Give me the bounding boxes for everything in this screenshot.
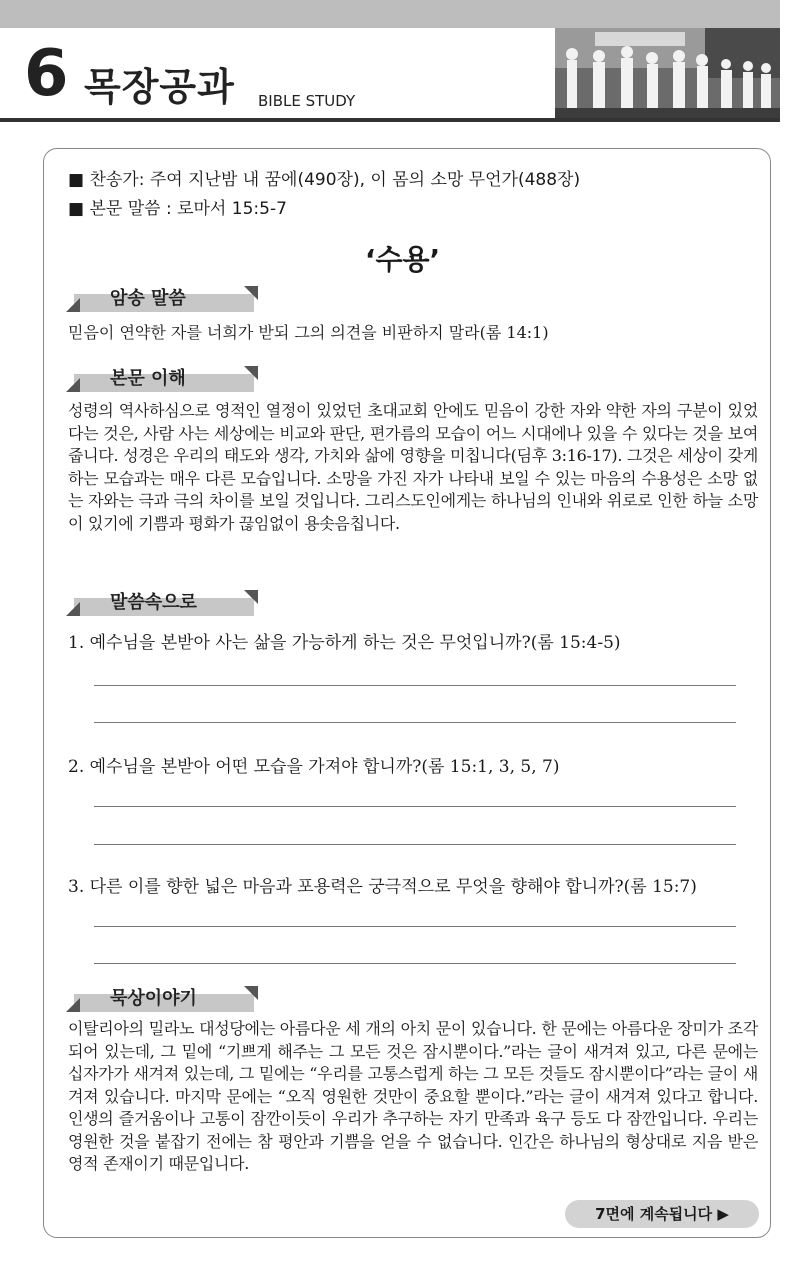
triangle-right-icon	[244, 986, 258, 1000]
triangle-right-icon	[244, 590, 258, 604]
answer-line[interactable]	[94, 926, 736, 927]
section-header-words	[66, 590, 258, 616]
header-divider	[0, 118, 780, 122]
lesson-title: ‘수용’	[364, 243, 441, 276]
section-label: 본문 이해	[110, 368, 186, 389]
choir-photo	[555, 28, 780, 118]
top-bar	[0, 0, 780, 28]
section-header-meditation	[66, 986, 258, 1012]
triangle-left-icon	[66, 602, 80, 616]
question-3: 3. 다른 이를 향한 넓은 마음과 포용력은 궁극적으로 무엇을 향해야 합니까?(롬 15:7)	[68, 877, 697, 897]
triangle-right-icon	[244, 286, 258, 300]
page-title: 목장공과	[84, 65, 235, 109]
meditation-text: 이탈리아의 밀라노 대성당에는 아름다운 세 개의 아치 문이 있습니다. 한 문에는 아름다운 장미가 조각되어 있는데, 그 밑에 “기쁘게 해주는 그 모든 것은 잠시뿐이다.”라는 글이 새겨져 있고, 다른 문에는 십자가가 새겨져 있는데, 그 밑에는 “우리를 고통스럽게 하는 그 모든 것들도 잠시뿐이다”라는 글이 새겨져 있습니다. 마지막 문에는 “오직 영원한 것만이 중요할 뿐이다.”라는 글이 새겨져 있다고 합니다. 인생의 즐거움이나 고통이 잠깐이듯이 우리가 추구하는 자기 만족과 육구 등도 다 잠깐입니다. 우리는 영원한 것을 붙잡기 전에는 참 평안과 기쁨을 얻을 수 없습니다. 인간은 하나님의 형상대로 지음 받은 영적 존재이기 때문입니다.	[68, 1019, 758, 1173]
question-2: 2. 예수님을 본받아 어떤 모습을 가져야 합니까?(롬 15:1, 3, 5, 7)	[68, 757, 560, 777]
triangle-left-icon	[66, 998, 80, 1012]
answer-line[interactable]	[94, 806, 736, 807]
answer-line[interactable]	[94, 722, 736, 723]
answer-line[interactable]	[94, 685, 736, 686]
page-number: 6	[24, 37, 69, 111]
passage-info: ■ 본문 말씀 : 로마서 15:5-7	[68, 199, 287, 219]
page-header	[0, 28, 780, 120]
section-header-understanding	[66, 366, 258, 392]
continue-button[interactable]: 7면에 계속됩니다 ▶	[565, 1200, 759, 1228]
triangle-right-icon	[244, 366, 258, 380]
hymn-info: ■ 찬송가: 주여 지난밤 내 꿈에(490장), 이 몸의 소망 무언가(488장)	[68, 170, 581, 190]
page-subtitle: BIBLE STUDY	[258, 92, 356, 110]
memory-verse: 믿음이 연약한 자를 너희가 받되 그의 의견을 비판하지 말라(롬 14:1)	[68, 323, 549, 342]
section-header-memorize	[66, 286, 258, 312]
answer-line[interactable]	[94, 844, 736, 845]
triangle-left-icon	[66, 378, 80, 392]
section-label: 말씀속으로	[110, 592, 197, 613]
section-label: 묵상이야기	[110, 988, 197, 1009]
understanding-text: 성령의 역사하심으로 영적인 열정이 있었던 초대교회 안에도 믿음이 강한 자와 약한 자의 구분이 있었다는 것은, 사람 사는 세상에는 비교와 판단, 편가름의 모습이 어느 시대에나 있을 수 있다는 것을 보여줍니다. 성경은 우리의 태도와 생각, 가치와 삶에 영향을 미칩니다(딤후 3:16-17). 그것은 세상이 갖게 하는 모습과는 매우 다른 모습입니다. 소망을 가진 자가 나타내 보일 수 있는 마음의 수용성은 소망 없는 자와는 극과 극의 차이를 보일 것입니다. 그리스도인에게는 하나님의 인내와 위로로 인한 하늘 소망이 있기에 기쁨과 평화가 끊임없이 용솟음칩니다.	[68, 401, 758, 533]
triangle-left-icon	[66, 298, 80, 312]
section-label: 암송 말씀	[110, 288, 186, 309]
question-1: 1. 예수님을 본받아 사는 삶을 가능하게 하는 것은 무엇입니까?(롬 15:4-5)	[68, 633, 621, 653]
answer-line[interactable]	[94, 963, 736, 964]
